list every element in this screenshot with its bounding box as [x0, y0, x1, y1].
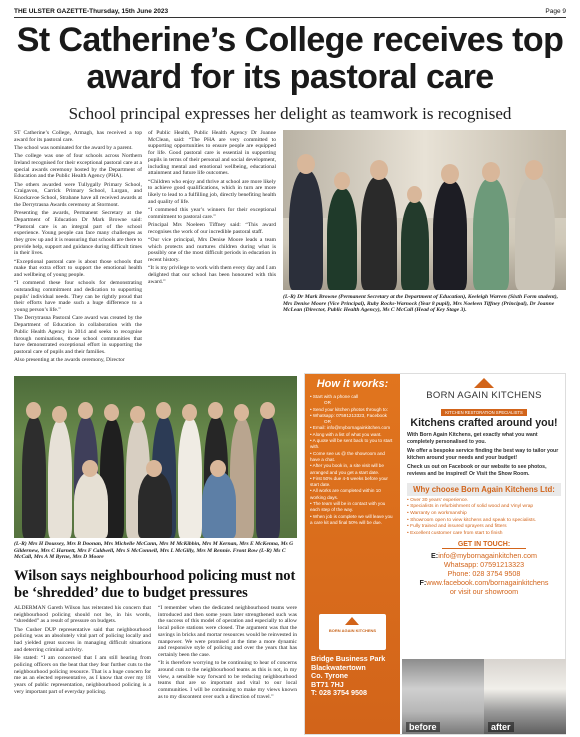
masthead	[14, 6, 566, 18]
ad-paragraph: Check us out on Facebook or our website to see photos, reviews and be inspired! Or Visit the Show Room.	[407, 464, 547, 477]
paragraph: Presenting the awards, Permanent Secretary at the Department of Education Dr Mark Browne said: “Pastoral care is an integral part of the school experience. Young people can face many challenges as they grow up and it is reassuring that schools are there to provide help, support and guidance during difficult times in their lives.	[14, 210, 142, 257]
ad-address	[311, 655, 385, 698]
brand-tagline: KITCHEN RESTORATION SPECIALISTS	[441, 409, 527, 416]
list-item: • Fully trained and insured sprayers and fitters	[407, 524, 561, 531]
award-group-photo	[283, 130, 566, 290]
after-label: after	[488, 722, 514, 732]
list-item: • First 50% due 4-5 weeks before your start date.	[310, 476, 395, 489]
address-line: Blackwatertown	[311, 662, 366, 672]
person-head	[370, 160, 388, 180]
person-head	[441, 164, 459, 184]
photo-caption-2: (L-R) Mrs H Doussey, Mrs B Doonan, Mrs Michelle McCann, Mrs M McKibbin, Mrs M Kernan, Mrs E McKenna, Ms G Gildernew, Mrs C Harnett, Mrs F Caldwell, Mrs S McConnell, Mrs L McGilly, Mrs M Rennie. Front Row (L-R) Ms C McCall, Mrs A M Byrne, Mrs D Moore	[14, 541, 294, 561]
person-head	[525, 160, 543, 180]
list-item: • Come see us @ the showroom and have a chat.	[310, 451, 395, 464]
list-item: • A quote will be sent back to you to start with.	[310, 438, 395, 451]
pastoral-team-photo	[14, 376, 297, 538]
person-figure	[401, 200, 429, 290]
paragraph: “Exceptional pastoral care is about those schools that make that extra effort to support the emotional health and wellbeing of young people.	[14, 258, 142, 279]
list-item: • Whatsapp: 07591213323, Facebook	[310, 413, 395, 419]
ad-touch-title: GET IN TOUCH:	[442, 541, 526, 549]
ad-paragraph: With Born Again Kitchens, get exactly what you want completely personalised to you.	[407, 432, 538, 445]
facebook-label: F:	[419, 577, 427, 587]
list-item: • Start with a phone call	[310, 394, 395, 400]
person-figure	[515, 176, 555, 290]
standfirst: School principal expresses her delight as teamwork is recognised	[68, 104, 512, 123]
person-head	[52, 406, 67, 423]
list-item: • Email: info@mybornagainkitchen.com	[310, 425, 395, 431]
list-item: • Send your kitchen photos through to:	[310, 407, 395, 413]
paragraph: “Children who enjoy and thrive at school are more likely to achieve good qualifications, which in turn are more likely to lead to a fulfilling job, directly benefiting health and quality of life.	[148, 178, 276, 205]
masthead-paper: THE ULSTER GAZETTE-Thursday, 15th June 2023	[14, 8, 169, 15]
brand-name: BORN AGAIN KITCHENS	[426, 390, 542, 401]
ad-why-title: Why choose Born Again Kitchens Ltd:	[407, 483, 561, 496]
paragraph: Principal Mrs Noeleen Tiffney said: “This award recognises the work of our incredible pastoral staff.	[148, 221, 276, 235]
person-figure	[473, 178, 509, 290]
paragraph: He stated: “I am concerned that I am still hearing from policing officers on the beat that they fear further cuts to the neighbourhood policing resource. That is a huge concern for me as an elected representative, as I know that over my 18 years of public representation, neighbourhood policing is a very important part of everyday policing.	[14, 655, 151, 695]
brand-logo	[402, 384, 566, 414]
list-item: • When job is complete we will leave you a care kit and final 50% will be due.	[310, 514, 395, 527]
page-number: Page 9	[545, 8, 566, 15]
list-item: OR	[324, 419, 331, 425]
phone-number: Phone: 028 3754 9508	[447, 568, 521, 578]
address-line: Co. Tyrone	[311, 671, 349, 681]
paragraph: ALDERMAN Gareth Wilson has reiterated his concern that neighbourhood policing should not be, in his words, “shredded” as a result of pressure on budgets.	[14, 605, 151, 625]
headline: St Catherine’s College receives top award for its pastoral care	[16, 21, 564, 96]
facebook-link[interactable]: www.facebook.com/bornagainkitchens	[426, 577, 549, 587]
person-head	[260, 402, 275, 419]
ad-how-title: How it works:	[316, 378, 389, 390]
small-brand-logo	[319, 614, 386, 650]
kitchen-after-photo	[484, 659, 566, 734]
story2-headline: Wilson says neighbourhood policing must not be ‘shredded’ due to budget pressures	[14, 568, 296, 601]
ad-why-list	[402, 498, 566, 538]
person-figure	[22, 416, 46, 538]
house-roof-icon	[345, 617, 359, 625]
person-head	[146, 460, 162, 477]
person-head	[297, 154, 315, 174]
paragraph: Also presenting at the awards ceremony, Director	[14, 357, 125, 364]
person-head	[208, 402, 223, 419]
house-roof-icon	[474, 378, 494, 388]
person-head	[482, 162, 500, 182]
person-figure	[138, 472, 172, 538]
person-head	[26, 402, 41, 419]
ad-paragraph: We offer a bespoke service finding the best way to tailor your kitchen around your needs and your budget!	[407, 448, 559, 461]
email-link[interactable]: info@mybornagainkitchen.com	[438, 550, 537, 560]
person-figure	[202, 472, 236, 538]
address-line: Bridge Business Park	[311, 654, 386, 663]
person-head	[130, 406, 145, 423]
list-item: • Over 30 years' experience.	[407, 498, 561, 505]
list-item: • Specialists in refurbishment of solid wood and Vinyl wrap	[407, 504, 561, 511]
paragraph: “Our vice principal, Mrs Denise Moore leads a team which protects and nurtures children during what is possibly one of the most difficult periods in education in recent history.	[148, 236, 276, 264]
person-head	[78, 402, 93, 419]
person-figure	[289, 170, 323, 290]
person-head	[407, 186, 422, 203]
paragraph: The others awarded were Tullygally Primary School, Craigavon, Carrick Primary School, Lurgan, and Knockavoe School, Strabane have all received awards at the Derrytrasna Awards ceremony at Stormont.	[14, 181, 142, 208]
ad-how-it-works-panel	[305, 374, 400, 734]
person-figure	[256, 416, 280, 538]
person-head	[210, 460, 226, 477]
paragraph: ST Catherine’s College, Armagh, has received a top award for its pastoral care.	[14, 130, 142, 143]
ad-steps-list	[305, 392, 400, 526]
person-head	[156, 402, 171, 419]
paragraph: “I remember when the dedicated neighbourhood teams were introduced and then some years later strengthened such was the success of this model of operation and especially to allow local police stations were closed. The argument was that the savings in bricks and mortar resources would be reinvested in manpower. We were promised at the time a more dynamic and responsive style of policing and over the years that has certainly been the case.	[158, 605, 297, 658]
paragraph: “It is my privilege to work with them every day and I am delighted that our school has been honoured with this award.”	[148, 265, 276, 285]
before-after-photos	[402, 659, 566, 734]
paragraph: The college was one of four schools across Northern Ireland recognised for their exceptional pastoral care at a special awards ceremony hosted by the Department of Education and the Public Health Agency (PHA).	[14, 153, 142, 180]
story2-column-1	[14, 605, 151, 697]
kitchen-before-photo	[402, 659, 484, 734]
person-figure	[361, 176, 397, 290]
paragraph: “It is therefore worrying to be continuing to hear of concerns around cuts to the neighbourhood teams as this is not, in my view, a sensible way forward to be reducing neighbourhood teams that are so important and vital to our local communities. I will be continuing to make my views known as to my discontent over such a direction of travel.”	[158, 660, 297, 700]
list-item: • All works are completed within 10 working days.	[310, 488, 395, 501]
list-item: OR	[324, 400, 331, 406]
list-item: • Along with a list of what you want.	[310, 432, 395, 438]
person-head	[334, 172, 350, 190]
small-logo-text: BORN AGAIN KITCHENS	[328, 628, 377, 633]
person-figure	[433, 180, 467, 290]
list-item: • Excellent customer care from start to finish	[407, 531, 561, 538]
address-phone: T: 028 3754 9508	[311, 688, 367, 698]
person-head	[104, 404, 119, 421]
paragraph: The Cusher DUP representative said that neighbourhood policing was an absolutely vital part of policing locally and had yielded great success in managing difficult situations and deterring criminal activity.	[14, 626, 151, 653]
paragraph: “I commend these four schools for demonstrating outstanding commitment and dedication to supporting pupils’ individual needs. They can be rightly proud that their efforts have made such a huge difference to a young person’s life.”	[14, 280, 142, 314]
born-again-kitchens-advert	[304, 373, 566, 735]
person-head	[234, 404, 249, 421]
person-figure	[48, 420, 72, 538]
person-figure	[74, 472, 108, 538]
ad-slogan: Kitchens crafted around you!	[410, 417, 558, 429]
story1-column-1	[14, 130, 142, 366]
address-line: BT71 7HJ	[311, 679, 344, 689]
ad-contact	[402, 551, 566, 596]
list-item: • After you book in, a site visit will be arranged and you get a start date.	[310, 463, 395, 476]
email-label: E:	[431, 550, 439, 560]
paragraph: The Derrytrasna Pastoral Care award was created by the Department of Education in collaboration with the Public Health Agency in 2014 and seeks to recognise through nominations, those school communities that have demonstrated exceptional effort in supporting the pastoral care of pupils and their families.	[14, 315, 142, 355]
paragraph: “I commend this year’s winners for their exceptional commitment to pastoral care.”	[148, 206, 276, 220]
paragraph: The school was nominated for the award by a parent.	[14, 145, 133, 151]
before-label: before	[406, 722, 440, 732]
ad-main-panel	[402, 374, 566, 734]
person-head	[82, 460, 98, 477]
person-figure	[327, 188, 357, 290]
story1-column-2	[148, 130, 276, 287]
whatsapp-number: Whatsapp: 07591213323	[443, 559, 525, 569]
list-item: • Showroom open to view kitchens and speak to specialists.	[407, 518, 561, 525]
paragraph: of Public Health, Public Health Agency Dr Joanne McClean, said: “The PHA are very committed to supporting opportunities to ensure people are equipped for life. Good pastoral care is essential in supporting pupils in terms of their personal and social development, including mental and emotional wellbeing, educational attainment and future life outcomes.	[148, 130, 276, 177]
photo-caption-1: (L-R) Dr Mark Browne (Permanent Secretary at the Department of Education), Keeleigh Warren (Sixth Form student), Mrs Denise Moore (Vice Principal), Ruby Rocks-Warnock (Year 8 pupil), Mrs Noeleen Tiffney (Principal), Dr Joanne McLean (Director, Public Health Agency), Ms C McCall (Head of Key Stage 3).	[283, 294, 558, 314]
showroom-note: or visit our showroom	[449, 586, 519, 596]
list-item: • Warranty on workmanship	[407, 511, 561, 518]
list-item: • The team will be in contact with you each step of the way.	[310, 501, 395, 514]
person-head	[182, 404, 197, 421]
story2-column-2	[158, 605, 297, 702]
person-figure	[178, 418, 202, 538]
